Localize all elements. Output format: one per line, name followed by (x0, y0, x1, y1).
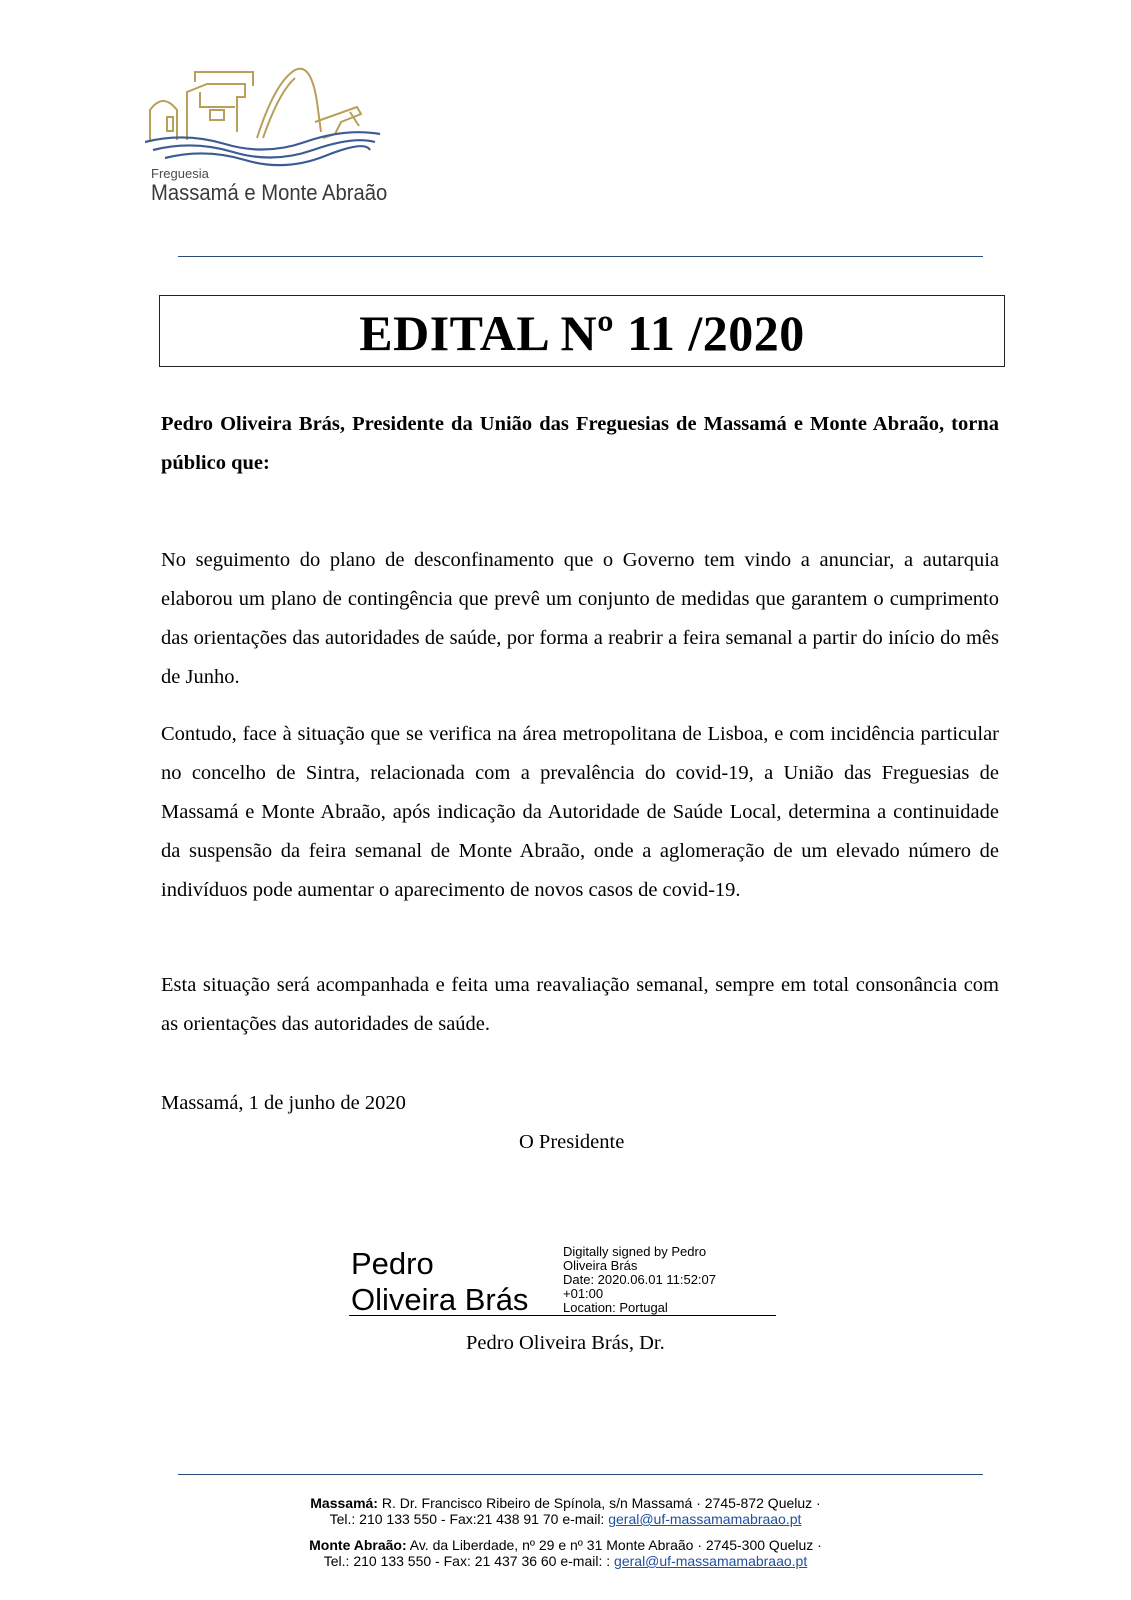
footer-monte-abraao-address: Av. da Liberdade, nº 29 e nº 31 Monte Abraão · 2745-300 Queluz · (406, 1537, 822, 1553)
footer-monte-abraao-phone: Tel.: 210 133 550 - Fax: 21 437 36 60 e-mail: : (323, 1553, 615, 1569)
intro-paragraph: Pedro Oliveira Brás, Presidente da União das Freguesias de Massamá e Monte Abraão, torna público que: (161, 413, 999, 474)
signature-meta-line: Date: 2020.06.01 11:52:07 (563, 1272, 716, 1287)
signature-meta-line: Oliveira Brás (563, 1258, 638, 1273)
signatory-role: O Presidente (519, 1131, 625, 1153)
digital-signature-name-line1: Pedro (351, 1246, 434, 1281)
parish-logo (145, 62, 388, 212)
signature-line (349, 1315, 776, 1316)
footer-massama (0, 1495, 1131, 1527)
digital-signature-details (563, 1245, 716, 1315)
logo-name-text: Massamá e Monte Abraão (151, 180, 388, 205)
signature-meta-line: Digitally signed by Pedro (563, 1244, 707, 1259)
body-paragraph-2: Contudo, face à situação que se verifica na área metropolitana de Lisboa, e com incidência particular no concelho de Sintra, relacionada com a prevalência do covid-19, a União das Freguesias de Massamá e Monte Abraão, após indicação da Autoridade de Saúde Local, determina a continuidade da suspensão da feira semanal de Monte Abraão, onde a aglomeração de um elevado número de indivíduos pode aumentar o aparecimento de novos casos de covid-19. (161, 723, 999, 901)
body-paragraph-1: No seguimento do plano de desconfinamento que o Governo tem vindo a anunciar, a autarquia elaborou um plano de contingência que prevê um conjunto de medidas que garantem o cumprimento das orientações das autoridades de saúde, por forma a reabrir a feira semanal a partir do início do mês de Junho. (161, 549, 999, 688)
footer-monte-abraao (0, 1537, 1131, 1569)
document-title: EDITAL Nº 11 /2020 (359, 305, 805, 361)
parish-emblem-icon (145, 62, 385, 167)
place-date: Massamá, 1 de junho de 2020 (161, 1092, 406, 1114)
footer-massama-phone: Tel.: 210 133 550 - Fax:21 438 91 70 e-mail: (329, 1511, 609, 1527)
footer-divider (178, 1474, 983, 1475)
signatory-name: Pedro Oliveira Brás, Dr. (466, 1332, 665, 1354)
signature-meta-line: +01:00 (563, 1286, 604, 1301)
footer-monte-abraao-email-link[interactable]: geral@uf-massamamabraao.pt (614, 1553, 808, 1569)
logo-small-text: Freguesia (151, 166, 209, 181)
footer-massama-address: R. Dr. Francisco Ribeiro de Spínola, s/n Massamá · 2745-872 Queluz · (377, 1495, 821, 1511)
footer-monte-abraao-label: Monte Abraão: (309, 1537, 407, 1553)
footer-massama-label: Massamá: (310, 1495, 378, 1511)
digital-signature-name-line2: Oliveira Brás (351, 1282, 529, 1317)
body-paragraph-3: Esta situação será acompanhada e feita uma reavaliação semanal, sempre em total consonância com as orientações das autoridades de saúde. (161, 974, 999, 1035)
signature-meta-line: Location: Portugal (563, 1300, 668, 1315)
title-box (159, 295, 1005, 367)
digital-signature-name (351, 1246, 528, 1318)
footer-massama-email-link[interactable]: geral@uf-massamamabraao.pt (608, 1511, 802, 1527)
header-divider (178, 256, 983, 257)
